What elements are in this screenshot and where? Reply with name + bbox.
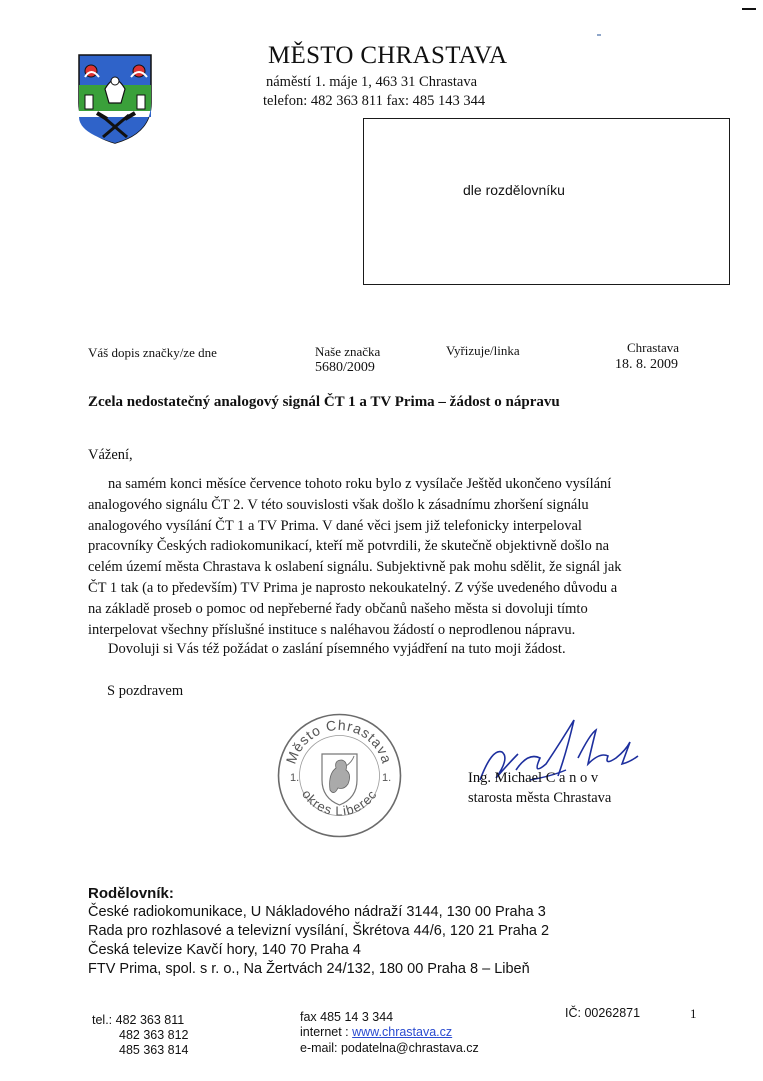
letter-place: Chrastava bbox=[627, 340, 679, 355]
organization-name: MĚSTO CHRASTAVA bbox=[268, 42, 508, 69]
footer-telephone: tel.: 482 363 811 bbox=[92, 1013, 185, 1027]
our-mark-label: Naše značka bbox=[315, 344, 381, 359]
body-line: analogového vysílání ČT 1 a TV Prima. V dané věci jsem již telefonicky interpeloval bbox=[88, 517, 582, 534]
your-letter-label: Váš dopis značky/ze dne bbox=[88, 345, 217, 360]
footer-internet-label: internet : bbox=[300, 1025, 353, 1039]
scan-mark bbox=[597, 34, 601, 36]
body-line: ČT 1 tak (a to především) TV Prima je naprosto nekoukatelný. Z výše uvedeného důvodu a bbox=[88, 579, 618, 596]
signer-title: starosta města Chrastava bbox=[468, 790, 612, 806]
footer-fax: fax 485 14 3 344 bbox=[300, 1010, 394, 1024]
handler-label: Vyřizuje/linka bbox=[446, 343, 520, 358]
body-line: analogového signálu ČT 2. V této souvislosti však došlo k zásadnímu zhoršení signálu bbox=[88, 496, 589, 513]
body-line: na základě proseb o pomoc od nepřeberné řady občanů našeho města si dovoluji tímto bbox=[88, 600, 588, 617]
signer-name: Ing. Michael C a n o v bbox=[468, 770, 599, 786]
stamp-side-right: 1. bbox=[382, 772, 392, 784]
scan-mark bbox=[742, 8, 756, 10]
recipient-address-box bbox=[363, 118, 730, 285]
page-number: 1 bbox=[690, 1006, 697, 1021]
footer-telephone: 485 363 814 bbox=[119, 1043, 189, 1057]
footer-internet bbox=[300, 1025, 452, 1039]
organization-address: náměstí 1. máje 1, 463 31 Chrastava bbox=[266, 74, 478, 90]
footer-company-id: IČ: 00262871 bbox=[565, 1006, 641, 1020]
distribution-item: FTV Prima, spol. s r. o., Na Žertvách 24/132, 180 00 Praha 8 – Libeň bbox=[88, 961, 530, 977]
request-paragraph: Dovoluji si Vás též požádat o zaslání písemného vyjádření na tuto moji žádost. bbox=[108, 641, 566, 657]
city-coat-of-arms-icon bbox=[77, 53, 153, 145]
letter-date: 18. 8. 2009 bbox=[615, 357, 678, 372]
distribution-item: České radiokomunikace, U Nákladového nádraží 3144, 130 00 Praha 3 bbox=[88, 904, 546, 920]
stamp-bottom-text: okres Liberec bbox=[299, 786, 380, 819]
closing-greeting: S pozdravem bbox=[107, 683, 184, 699]
svg-text:okres Liberec bbox=[299, 787, 380, 819]
stamp-top-text: Město Chrastava bbox=[282, 716, 396, 766]
official-stamp-icon bbox=[276, 712, 403, 839]
body-line: interpelovat všechny příslušné instituce s naléhavou žádostí o neprodlenou nápravu. bbox=[88, 621, 576, 638]
our-mark-value: 5680/2009 bbox=[315, 360, 375, 375]
recipient-text: dle rozdělovníku bbox=[463, 182, 565, 198]
distribution-item: Rada pro rozhlasové a televizní vysílání, Škrétova 44/6, 120 21 Praha 2 bbox=[88, 923, 550, 939]
stamp-side-left: 1. bbox=[290, 772, 300, 784]
website-link[interactable]: www.chrastava.cz bbox=[352, 1025, 453, 1039]
footer-telephone: 482 363 812 bbox=[119, 1028, 189, 1042]
salutation: Vážení, bbox=[88, 447, 133, 463]
svg-text:Město Chrastava bbox=[283, 717, 396, 766]
body-line: celém území města Chrastava k oslabení signálu. Subjektivně pak mohu sdělit, že signál jak bbox=[88, 559, 622, 576]
footer-email: e-mail: podatelna@chrastava.cz bbox=[300, 1041, 479, 1055]
body-line: pracovníky Českých radiokomunikací, kteří mě potvrdili, že skutečně objektivně došlo na bbox=[88, 538, 610, 555]
organization-phone: telefon: 482 363 811 fax: 485 143 344 bbox=[263, 93, 486, 109]
distribution-heading: Rodělovník: bbox=[88, 885, 174, 902]
distribution-item: Česká televize Kavčí hory, 140 70 Praha 4 bbox=[88, 942, 361, 958]
body-paragraph bbox=[88, 474, 634, 640]
body-line: na samém konci měsíce července tohoto roku bylo z vysílače Ještěd ukončeno vysílání bbox=[108, 476, 612, 492]
letter-subject: Zcela nedostatečný analogový signál ČT 1 a TV Prima – žádost o nápravu bbox=[88, 394, 560, 410]
